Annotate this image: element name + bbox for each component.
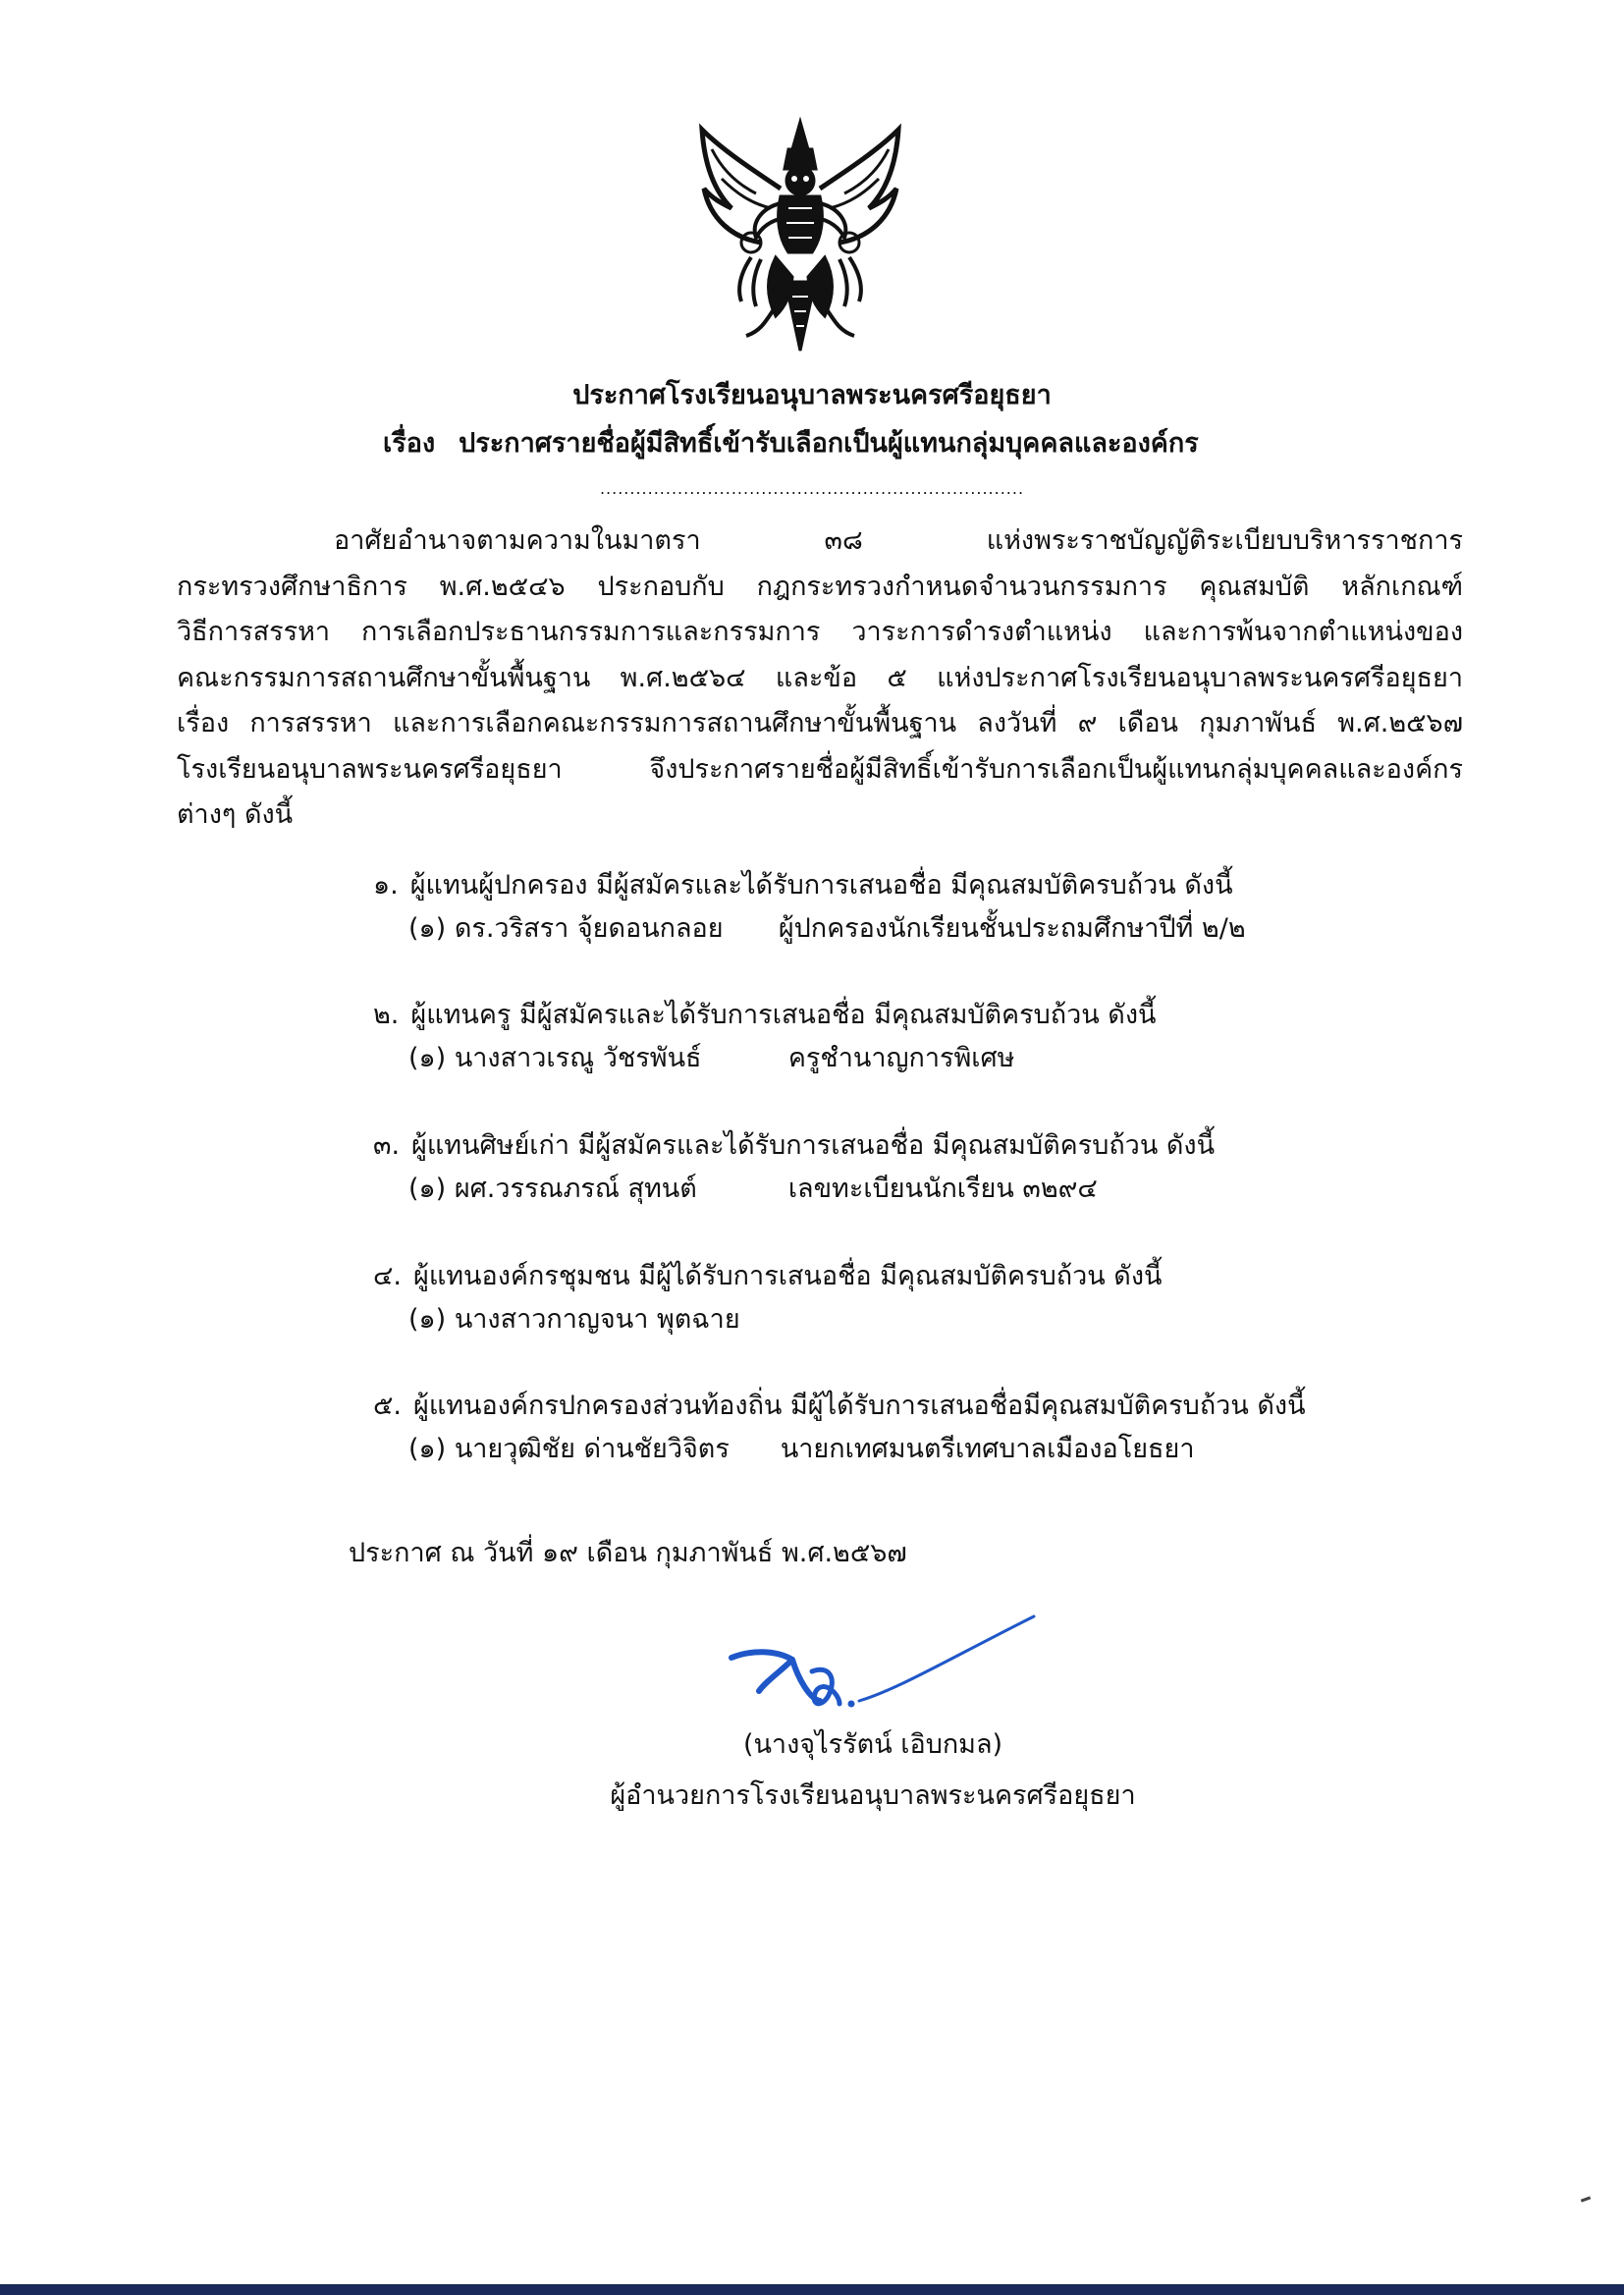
list-item	[373, 1168, 1551, 1211]
item-number: (๑)	[408, 1043, 447, 1073]
item-number: (๑)	[408, 913, 447, 944]
item-number: (๑)	[408, 1434, 447, 1464]
signer-position: ผู้อำนวยการโรงเรียนอนุบาลพระนครศรีอยุธยา	[610, 1780, 1136, 1811]
item-number: (๑)	[408, 1174, 447, 1204]
item-role: ครูชำนาญการพิเศษ	[787, 1043, 1015, 1073]
body-line: ต่างๆ ดังนี้	[177, 799, 294, 830]
list-item	[373, 907, 1551, 951]
section-community-representative	[373, 1255, 1551, 1341]
section-local-government-representative	[373, 1385, 1551, 1471]
section-number: ๓.	[373, 1130, 401, 1161]
separator-dots: .......................................................................	[599, 479, 1025, 498]
body-line: วิธีการสรรหา การเลือกประธานกรรมการและกรรมการ วาระการดำรงตำแหน่ง และการพ้นจากตำแหน่งของ	[177, 617, 1463, 647]
section-heading	[373, 994, 1551, 1037]
section-heading-text: ผู้แทนองค์กรชุมชน มีผู้ได้รับการเสนอชื่อ มีคุณสมบัติครบถ้วน ดังนี้	[413, 1261, 1163, 1291]
item-name: ดร.วริสรา จุ้ยดอนกลอย	[454, 913, 724, 944]
item-name: นางสาวกาญจนา พุตฉาย	[454, 1304, 740, 1335]
section-heading	[373, 1255, 1551, 1298]
footer-bar	[0, 2284, 1624, 2295]
section-heading-text: ผู้แทนผู้ปกครอง มีผู้สมัครและได้รับการเสนอชื่อ มีคุณสมบัติครบถ้วน ดังนี้	[409, 870, 1233, 901]
document-title: ประกาศโรงเรียนอนุบาลพระนครศรีอยุธยา	[572, 380, 1052, 410]
garuda-emblem-icon	[682, 110, 918, 355]
signer-name: (นางจุไรรัตน์ เอิบกมล)	[742, 1729, 1003, 1760]
item-role: เลขทะเบียนนักเรียน ๓๒๙๔	[787, 1174, 1098, 1204]
item-number: (๑)	[408, 1304, 447, 1335]
section-number: ๑.	[373, 870, 399, 901]
section-number: ๒.	[373, 1000, 400, 1030]
item-name: ผศ.วรรณภรณ์ สุทนต์	[454, 1174, 697, 1204]
list-item	[373, 1037, 1551, 1080]
body-line: กระทรวงศึกษาธิการ พ.ศ.๒๕๔๖ ประกอบกับ กฎกระทรวงกำหนดจำนวนกรรมการ คุณสมบัติ หลักเกณฑ์	[177, 571, 1463, 602]
section-heading-text: ผู้แทนศิษย์เก่า มีผู้สมัครและได้รับการเสนอชื่อ มีคุณสมบัติครบถ้วน ดังนี้	[411, 1130, 1216, 1161]
document-subject	[383, 424, 1199, 464]
body-line: โรงเรียนอนุบาลพระนครศรีอยุธยา จึงประกาศรายชื่อผู้มีสิทธิ์เข้ารับการเลือกเป็นผู้แทนกลุ่มบุคคลและองค์กร	[177, 753, 1463, 785]
item-name: นางสาวเรณู วัชรพันธ์	[454, 1043, 702, 1073]
section-number: ๔.	[373, 1261, 403, 1291]
signature-icon	[722, 1611, 1046, 1719]
body-line: คณะกรรมการสถานศึกษาขั้นพื้นฐาน พ.ศ.๒๕๖๔ และข้อ ๕ แห่งประกาศโรงเรียนอนุบาลพระนครศรีอยุธยา	[177, 662, 1463, 693]
scan-mark	[1581, 2196, 1591, 2202]
section-heading	[373, 1385, 1551, 1428]
body-paragraph	[177, 519, 1463, 839]
body-line: อาศัยอำนาจตามความในมาตรา ๓๘ แห่งพระราชบัญญัติระเบียบบริหารราชการ	[334, 525, 1463, 556]
item-role: ผู้ปกครองนักเรียนชั้นประถมศึกษาปีที่ ๒/๒	[778, 913, 1246, 944]
body-line: เรื่อง การสรรหา และการเลือกคณะกรรมการสถานศึกษาขั้นพื้นฐาน ลงวันที่ ๙ เดือน กุมภาพันธ์ พ.ศ.๒๕๖๗	[177, 708, 1463, 738]
section-alumni-representative	[373, 1124, 1551, 1211]
section-parent-representative	[373, 864, 1551, 951]
list-item	[373, 1298, 1551, 1341]
section-heading-text: ผู้แทนครู มีผู้สมัครและได้รับการเสนอชื่อ มีคุณสมบัติครบถ้วน ดังนี้	[410, 1000, 1157, 1030]
announcement-date: ประกาศ ณ วันที่ ๑๙ เดือน กุมภาพันธ์ พ.ศ.๒๕๖๗	[349, 1538, 907, 1568]
section-heading-text: ผู้แทนองค์กรปกครองส่วนท้องถิ่น มีผู้ได้รับการเสนอชื่อมีคุณสมบัติครบถ้วน ดังนี้	[413, 1391, 1306, 1421]
item-role: นายกเทศมนตรีเทศบาลเมืองอโยธยา	[780, 1434, 1195, 1464]
list-item	[373, 1428, 1551, 1471]
subject-label: เรื่อง	[383, 428, 436, 459]
section-number: ๕.	[373, 1391, 403, 1421]
item-name: นายวุฒิชัย ด่านชัยวิจิตร	[454, 1434, 730, 1464]
section-teacher-representative	[373, 994, 1551, 1080]
subject-text: ประกาศรายชื่อผู้มีสิทธิ์เข้ารับเลือกเป็นผู้แทนกลุ่มบุคคลและองค์กร	[459, 428, 1199, 459]
section-heading	[373, 1124, 1551, 1168]
section-heading	[373, 864, 1551, 907]
